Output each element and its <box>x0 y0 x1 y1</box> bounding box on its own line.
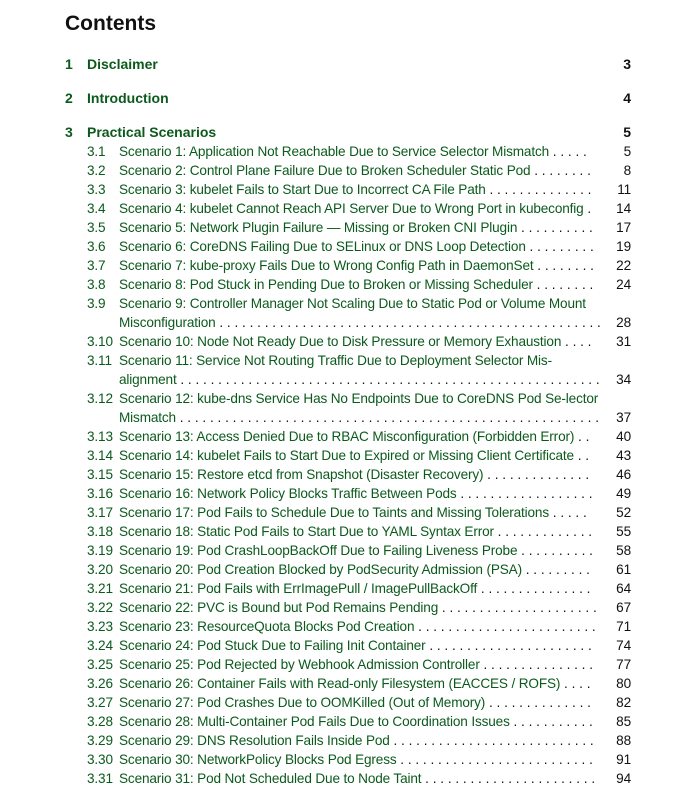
dot-leader: . . . . . . . . . . . . . . . . . . . . . . . . <box>414 619 596 634</box>
entry-page-number: 77 <box>616 657 631 672</box>
dot-leader: . . . . . <box>549 505 587 520</box>
section-number: 1 <box>65 56 73 72</box>
entry-number: 3.26 <box>87 676 113 691</box>
toc-entry[interactable] <box>65 161 631 180</box>
dot-leader: . . . . . . . . . . . . . <box>493 524 593 539</box>
toc-section[interactable] <box>65 54 631 74</box>
entry-page-number: 49 <box>616 486 631 501</box>
entry-number: 3.31 <box>87 771 113 786</box>
entry-number: 3.27 <box>87 695 113 710</box>
entry-title-link[interactable]: Scenario 6: CoreDNS Failing Due to SELinux or DNS Loop Detection <box>119 239 526 254</box>
entry-page-number: 11 <box>617 182 631 197</box>
toc-entry[interactable] <box>65 769 631 788</box>
entry-title-link[interactable]: Scenario 5: Network Plugin Failure — Missing or Broken CNI Plugin <box>119 220 518 235</box>
entry-page-number: 43 <box>616 448 631 463</box>
entry-number: 3.18 <box>87 524 113 539</box>
dot-leader: . . . . . . . . <box>532 277 594 292</box>
dot-leader: . . . . . . . . <box>533 258 594 273</box>
dot-leader: . . . . . . . . . . . . . . . . . . <box>456 486 593 501</box>
entry-page-number: 80 <box>616 676 631 691</box>
section-page-number: 3 <box>623 56 631 72</box>
dot-leader: . <box>583 201 592 216</box>
dot-leader: . . . . . . . . . . . . . . . <box>479 657 594 672</box>
entry-number: 3.2 <box>87 163 106 178</box>
entry-page-number: 85 <box>616 714 631 729</box>
entry-title-link[interactable]: Scenario 3: kubelet Fails to Start Due to Incorrect CA File Path <box>119 182 486 197</box>
entry-title-link[interactable]: Scenario 8: Pod Stuck in Pending Due to Broken or Missing Scheduler <box>119 277 533 292</box>
entry-page-number: 64 <box>616 581 631 596</box>
entry-number: 3.21 <box>87 581 113 596</box>
entry-number: 3.3 <box>87 182 106 197</box>
entry-number: 3.12 <box>87 391 113 406</box>
entry-page-number: 28 <box>616 315 631 330</box>
entry-title-link[interactable]: Scenario 23: ResourceQuota Blocks Pod Creation <box>119 619 415 634</box>
entry-page-number: 37 <box>616 410 631 425</box>
entry-title-link[interactable]: Scenario 30: NetworkPolicy Blocks Pod Egress <box>119 752 397 767</box>
entry-number: 3.20 <box>87 562 113 577</box>
entry-title-link[interactable]: Scenario 20: Pod Creation Blocked by PodSecurity Admission (PSA) <box>119 562 522 577</box>
entry-number: 3.8 <box>87 277 106 292</box>
entry-number: 3.28 <box>87 714 113 729</box>
dot-leader: . . . . . . . . . . . . . . . <box>477 581 591 596</box>
dot-leader: . . . . <box>561 334 592 349</box>
entry-number: 3.6 <box>87 239 106 254</box>
dot-leader: . . . . . . . . . . <box>517 543 593 558</box>
entry-title-link[interactable]: Scenario 27: Pod Crashes Due to OOMKilled (Out of Memory) <box>119 695 486 710</box>
toc-entry[interactable] <box>65 579 631 598</box>
toc-entry[interactable] <box>65 484 631 503</box>
entry-page-number: 91 <box>616 752 631 767</box>
toc-entry[interactable] <box>65 598 631 617</box>
entry-page-number: 58 <box>616 543 631 558</box>
toc-entry[interactable] <box>65 199 631 218</box>
dot-leader: . . . . <box>560 676 591 691</box>
dot-leader: . . . . . . . . <box>530 163 591 178</box>
entry-number: 3.10 <box>87 334 113 349</box>
toc-entry[interactable] <box>65 427 631 446</box>
toc-entry[interactable] <box>65 617 631 636</box>
entry-page-number: 71 <box>616 619 631 634</box>
toc-entry[interactable] <box>65 655 631 674</box>
entry-page-number: 67 <box>616 600 631 615</box>
dot-leader: . . . . . . . . . <box>525 239 594 254</box>
entry-page-number: 22 <box>616 258 631 273</box>
entry-title-link[interactable]: Scenario 12: kube-dns Service Has No Endpoints Due to CoreDNS Pod Se-lector Mismatch <box>119 391 599 425</box>
entry-number: 3.30 <box>87 752 113 767</box>
toc-entry[interactable] <box>65 142 631 161</box>
section-title-link[interactable]: Disclaimer <box>87 56 158 72</box>
entry-page-number: 8 <box>623 163 631 178</box>
page-title: Contents <box>65 12 156 35</box>
subsection-list <box>65 142 631 788</box>
entry-page-number: 40 <box>616 429 631 444</box>
dot-leader: . . . . . . . . . . . . . . . . . . . . . . . . . . . <box>389 733 594 748</box>
dot-leader: . . . . . . . . . . . . . . . . . . . . . <box>438 600 597 615</box>
entry-number: 3.1 <box>87 144 106 159</box>
table-of-contents <box>65 54 631 794</box>
entry-number: 3.16 <box>87 486 113 501</box>
entry-title-link[interactable]: Scenario 15: Restore etcd from Snapshot (Disaster Recovery) <box>119 467 484 482</box>
entry-number: 3.19 <box>87 543 113 558</box>
entry-title-link[interactable]: Scenario 18: Static Pod Fails to Start Due to YAML Syntax Error <box>119 524 494 539</box>
entry-title-link[interactable]: Scenario 21: Pod Fails with ErrImagePull / ImagePullBackOff <box>119 581 478 596</box>
entry-number: 3.5 <box>87 220 106 235</box>
toc-entry[interactable] <box>65 750 631 769</box>
toc-entry[interactable] <box>65 674 631 693</box>
entry-title-link[interactable]: Scenario 13: Access Denied Due to RBAC Misconfiguration (Forbidden Error) <box>119 429 575 444</box>
entry-number: 3.11 <box>87 353 112 368</box>
entry-title-link[interactable]: Scenario 22: PVC is Bound but Pod Remains Pending <box>119 600 439 615</box>
entry-page-number: 46 <box>616 467 631 482</box>
entry-page-number: 24 <box>616 277 631 292</box>
toc-entry[interactable] <box>65 465 631 484</box>
section-number: 2 <box>65 90 73 106</box>
entry-page-number: 88 <box>616 733 631 748</box>
section-page-number: 4 <box>623 90 631 106</box>
entry-page-number: 5 <box>623 144 631 159</box>
entry-title-link[interactable]: Scenario 19: Pod CrashLoopBackOff Due to Failing Liveness Probe <box>119 543 518 558</box>
toc-entry[interactable] <box>65 522 631 541</box>
entry-page-number: 52 <box>616 505 631 520</box>
dot-leader: . . . . . . . . . . . . . . . . . . . . . . . . . . . . . . . . . . . . . . . . . . . . . . . . . . . . . . . . <box>175 410 599 425</box>
toc-entry[interactable] <box>65 237 631 256</box>
entry-title-link[interactable]: Scenario 2: Control Plane Failure Due to Broken Scheduler Static Pod <box>119 163 531 178</box>
entry-title-link[interactable]: Scenario 1: Application Not Reachable Due to Service Selector Mismatch <box>119 144 550 159</box>
toc-entry[interactable] <box>65 256 631 275</box>
entry-number: 3.22 <box>87 600 113 615</box>
dot-leader: . . . . . . . . . . . . . . . . . . . . . . . <box>421 771 596 786</box>
toc-entry[interactable] <box>65 693 631 712</box>
toc-entry[interactable] <box>65 294 631 332</box>
dot-leader: . . . . . . . . . <box>521 562 590 577</box>
section-title-link[interactable]: Practical Scenarios <box>87 124 217 140</box>
toc-entry[interactable] <box>65 332 631 351</box>
entry-number: 3.4 <box>87 201 106 216</box>
entry-title-link[interactable]: Scenario 31: Pod Not Scheduled Due to Node Taint <box>119 771 422 786</box>
entry-number: 3.23 <box>87 619 113 634</box>
toc-entry[interactable] <box>65 389 631 427</box>
section-title-link[interactable]: Introduction <box>87 90 169 106</box>
entry-number: 3.14 <box>87 448 113 463</box>
toc-entry[interactable] <box>65 503 631 522</box>
entry-page-number: 19 <box>616 239 631 254</box>
toc-entry[interactable] <box>65 446 631 465</box>
entry-page-number: 17 <box>616 220 631 235</box>
dot-leader: . . . . . <box>549 144 587 159</box>
toc-entry[interactable] <box>65 541 631 560</box>
dot-leader: . . . . . . . . . . . . . . . . . . . . . . . . . . <box>396 752 593 767</box>
entry-title-link[interactable]: Scenario 25: Pod Rejected by Webhook Admission Controller <box>119 657 480 672</box>
entry-number: 3.7 <box>87 258 106 273</box>
dot-leader: . . . . . . . . . . . . . . <box>485 182 592 197</box>
dot-leader: . . <box>574 429 590 444</box>
toc-entry[interactable] <box>65 275 631 294</box>
toc-section[interactable] <box>65 88 631 108</box>
entry-title-link[interactable]: Scenario 26: Container Fails with Read-only Filesystem (EACCES / ROFS) <box>119 676 561 691</box>
dot-leader: . . . . . . . . . . . . . . . . . . . . . . . . . . . . . . . . . . . . . . . . . . . . . . . . . . . . . . . . <box>176 372 600 387</box>
entry-number: 3.24 <box>87 638 113 653</box>
entry-title-link[interactable]: Scenario 28: Multi-Container Pod Fails Due to Coordination Issues <box>119 714 510 729</box>
dot-leader: . . . . . . . . . . <box>517 220 593 235</box>
entry-title-link[interactable]: Scenario 29: DNS Resolution Fails Inside Pod <box>119 733 390 748</box>
entry-page-number: 55 <box>616 524 631 539</box>
dot-leader: . . . . . . . . . . . . . . <box>483 467 590 482</box>
entry-title-link[interactable]: Scenario 7: kube-proxy Fails Due to Wrong Config Path in DaemonSet <box>119 258 534 273</box>
toc-entry[interactable] <box>65 180 631 199</box>
entry-page-number: 31 <box>616 334 631 349</box>
toc-entry[interactable] <box>65 731 631 750</box>
dot-leader: . . . . . . . . . . . . . . <box>485 695 591 710</box>
toc-entry[interactable] <box>65 351 631 389</box>
entry-page-number: 14 <box>616 201 631 216</box>
entry-title-link[interactable]: Scenario 16: Network Policy Blocks Traffic Between Pods <box>119 486 457 501</box>
toc-entry[interactable] <box>65 636 631 655</box>
entry-title-link[interactable]: Scenario 9: Controller Manager Not Scaling Due to Static Pod or Volume Mount Misconfiguration <box>119 296 586 330</box>
dot-leader: . . . . . . . . . . . . . . . . . . . . . . <box>425 638 592 653</box>
entry-title-link[interactable]: Scenario 4: kubelet Cannot Reach API Server Due to Wrong Port in kubeconfig <box>119 201 584 216</box>
section-number: 3 <box>65 124 73 140</box>
entry-page-number: 61 <box>616 562 631 577</box>
entry-page-number: 74 <box>616 638 631 653</box>
toc-entry[interactable] <box>65 560 631 579</box>
toc-entry[interactable] <box>65 712 631 731</box>
entry-title-link[interactable]: Scenario 24: Pod Stuck Due to Failing Init Container <box>119 638 426 653</box>
toc-section[interactable] <box>65 122 631 142</box>
dot-leader: . . <box>573 448 590 463</box>
entry-page-number: 94 <box>616 771 631 786</box>
dot-leader: . . . . . . . . . . . . . . . . . . . . . . . . . . . . . . . . . . . . . . . . . . . . . . . . . . . <box>215 315 601 330</box>
entry-number: 3.17 <box>87 505 113 520</box>
entry-number: 3.29 <box>87 733 113 748</box>
entry-title-link[interactable]: Scenario 10: Node Not Ready Due to Disk Pressure or Memory Exhaustion <box>119 334 562 349</box>
entry-title-link[interactable]: Scenario 17: Pod Fails to Schedule Due to Taints and Missing Tolerations <box>119 505 549 520</box>
entry-title-link[interactable]: Scenario 14: kubelet Fails to Start Due to Expired or Missing Client Certificate <box>119 448 574 463</box>
entry-page-number: 34 <box>616 372 631 387</box>
entry-number: 3.25 <box>87 657 113 672</box>
section-page-number: 5 <box>623 124 631 140</box>
dot-leader: . . . . . . . . . . . <box>509 714 593 729</box>
entry-number: 3.13 <box>87 429 113 444</box>
entry-number: 3.15 <box>87 467 113 482</box>
toc-entry[interactable] <box>65 218 631 237</box>
entry-number: 3.9 <box>87 296 106 311</box>
entry-page-number: 82 <box>616 695 631 710</box>
entry-title-link[interactable]: Scenario 11: Service Not Routing Traffic Due to Deployment Selector Mis-alignment <box>119 353 552 387</box>
